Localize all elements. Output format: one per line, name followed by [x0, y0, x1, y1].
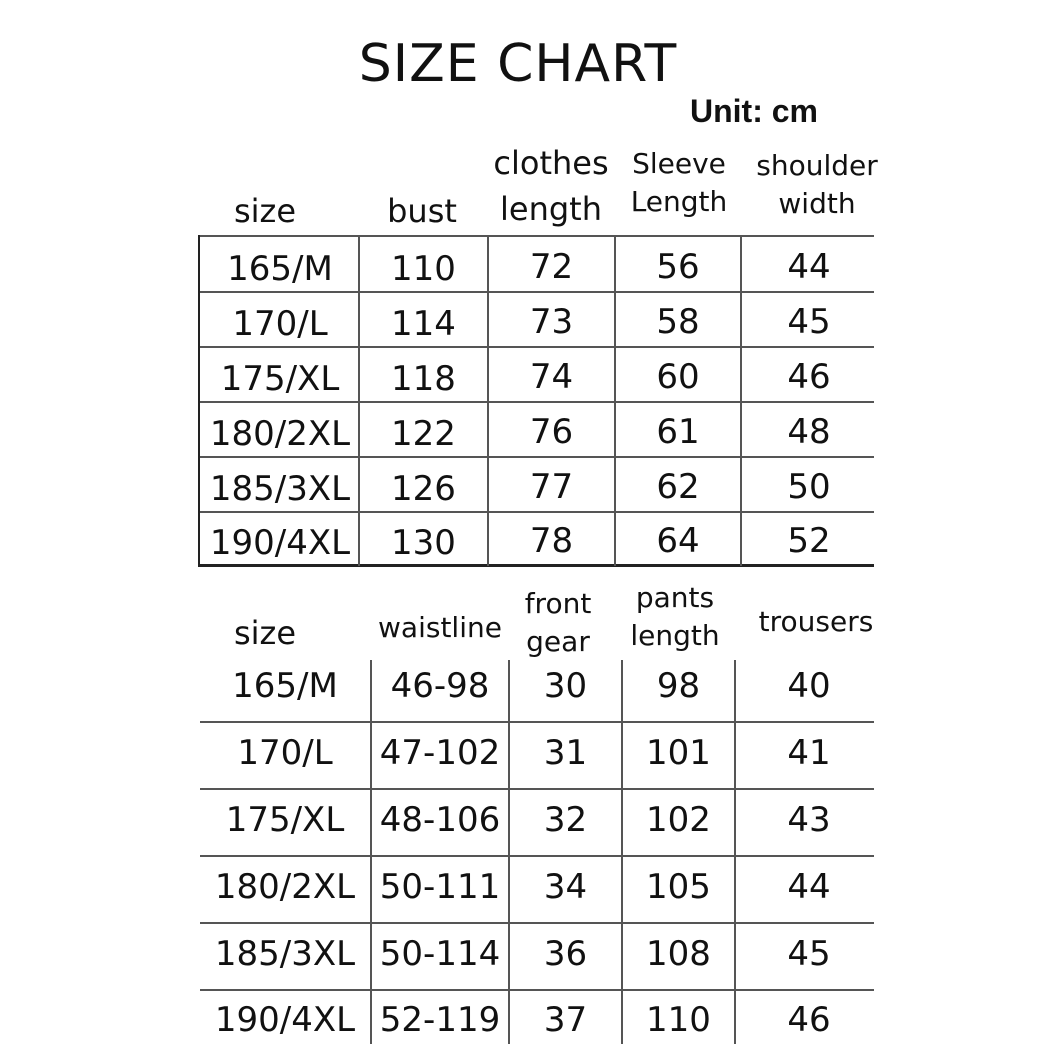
- bottom-cell-size: 165/M: [232, 666, 338, 706]
- bottom-cell-trousers: 43: [787, 800, 831, 840]
- bottom-table-row-divider: [200, 855, 874, 857]
- top-header-clothes-length-line1: clothes: [493, 144, 609, 182]
- bottom-table-row-divider: [200, 721, 874, 723]
- bottom-cell-pants-length: 105: [646, 867, 711, 907]
- top-cell-sleeve-length: 56: [656, 247, 700, 287]
- top-cell-shoulder-width: 48: [787, 412, 831, 452]
- top-header-bust: bust: [387, 192, 457, 230]
- bottom-header-front-gear-line1: front: [524, 587, 592, 620]
- top-cell-clothes-length: 72: [529, 247, 574, 287]
- top-cell-sleeve-length: 58: [656, 302, 700, 342]
- bottom-cell-pants-length: 102: [646, 800, 711, 840]
- top-cell-shoulder-width: 50: [787, 467, 831, 507]
- top-table-row-divider: [198, 511, 874, 513]
- top-cell-size: 170/L: [232, 304, 328, 344]
- top-cell-shoulder-width: 45: [787, 302, 831, 342]
- top-cell-bust: 110: [391, 249, 456, 289]
- bottom-cell-waistline: 48-106: [379, 800, 501, 840]
- bottom-header-pants-length-line2: length: [630, 619, 720, 652]
- top-table-top-border: [198, 235, 874, 237]
- bottom-cell-front-gear: 32: [543, 800, 588, 840]
- top-cell-bust: 126: [391, 469, 456, 509]
- bottom-table-row-divider: [200, 788, 874, 790]
- bottom-header-front-gear-line2: gear: [526, 625, 590, 658]
- top-cell-size: 185/3XL: [209, 469, 351, 509]
- bottom-cell-waistline: 46-98: [390, 666, 490, 706]
- bottom-table-column-divider: [370, 660, 372, 1044]
- top-cell-bust: 122: [391, 414, 456, 454]
- unit-label: Unit: cm: [690, 93, 818, 129]
- bottom-cell-size: 175/XL: [225, 800, 345, 840]
- top-cell-sleeve-length: 61: [656, 412, 700, 452]
- bottom-table-column-divider: [734, 660, 736, 1044]
- top-cell-sleeve-length: 64: [656, 521, 700, 561]
- bottom-cell-size: 190/4XL: [214, 1000, 356, 1040]
- bottom-cell-waistline: 50-111: [379, 867, 501, 907]
- top-header-shoulder-width-line2: width: [778, 187, 856, 220]
- top-table-row-divider: [198, 401, 874, 403]
- top-header-sleeve-length-line1: Sleeve: [632, 147, 726, 180]
- top-header-shoulder-width-line1: shoulder: [756, 149, 878, 182]
- top-cell-shoulder-width: 44: [787, 247, 831, 287]
- top-cell-shoulder-width: 46: [787, 357, 831, 397]
- top-cell-bust: 114: [391, 304, 456, 344]
- top-cell-size: 180/2XL: [209, 414, 351, 454]
- bottom-table-row-divider: [200, 922, 874, 924]
- top-cell-clothes-length: 77: [529, 467, 574, 507]
- top-header-sleeve-length-line2: Length: [630, 185, 728, 218]
- bottom-header-waistline: waistline: [378, 611, 502, 644]
- bottom-cell-trousers: 41: [787, 733, 831, 773]
- bottom-cell-front-gear: 36: [543, 934, 588, 974]
- bottom-cell-pants-length: 108: [646, 934, 711, 974]
- top-cell-bust: 118: [391, 359, 456, 399]
- bottom-table-column-divider: [508, 660, 510, 1044]
- bottom-cell-trousers: 46: [787, 1000, 831, 1040]
- top-cell-clothes-length: 76: [529, 412, 574, 452]
- bottom-cell-pants-length: 98: [656, 666, 701, 706]
- bottom-cell-trousers: 44: [787, 867, 831, 907]
- top-cell-size: 165/M: [227, 249, 333, 289]
- top-header-clothes-length-line2: length: [500, 190, 602, 228]
- bottom-cell-size: 185/3XL: [214, 934, 356, 974]
- bottom-header-pants-length-line1: pants: [635, 581, 715, 614]
- top-table-row-divider: [198, 346, 874, 348]
- bottom-cell-pants-length: 101: [646, 733, 711, 773]
- top-table-row-divider: [198, 291, 874, 293]
- bottom-cell-pants-length: 110: [646, 1000, 711, 1040]
- top-cell-clothes-length: 74: [529, 357, 574, 397]
- bottom-cell-size: 170/L: [237, 733, 333, 773]
- top-cell-size: 175/XL: [220, 359, 340, 399]
- bottom-table-column-divider: [621, 660, 623, 1044]
- top-cell-size: 190/4XL: [209, 523, 351, 563]
- top-cell-sleeve-length: 60: [656, 357, 700, 397]
- bottom-table-row-divider: [200, 989, 874, 991]
- bottom-header-trousers: trousers: [758, 605, 874, 638]
- top-cell-clothes-length: 78: [529, 521, 574, 561]
- bottom-cell-trousers: 45: [787, 934, 831, 974]
- top-cell-clothes-length: 73: [529, 302, 574, 342]
- bottom-cell-size: 180/2XL: [214, 867, 356, 907]
- top-table-row-divider: [198, 456, 874, 458]
- top-header-size: size: [233, 192, 297, 230]
- bottom-header-size: size: [233, 614, 297, 652]
- bottom-cell-waistline: 50-114: [379, 934, 501, 974]
- page-title: SIZE CHART: [358, 34, 678, 94]
- bottom-cell-trousers: 40: [787, 666, 831, 706]
- bottom-cell-waistline: 47-102: [379, 733, 501, 773]
- top-cell-bust: 130: [391, 523, 456, 563]
- top-cell-shoulder-width: 52: [787, 521, 831, 561]
- bottom-cell-waistline: 52-119: [379, 1000, 501, 1040]
- bottom-cell-front-gear: 34: [543, 867, 588, 907]
- bottom-cell-front-gear: 37: [543, 1000, 588, 1040]
- top-cell-sleeve-length: 62: [656, 467, 700, 507]
- bottom-cell-front-gear: 31: [543, 733, 588, 773]
- bottom-cell-front-gear: 30: [543, 666, 588, 706]
